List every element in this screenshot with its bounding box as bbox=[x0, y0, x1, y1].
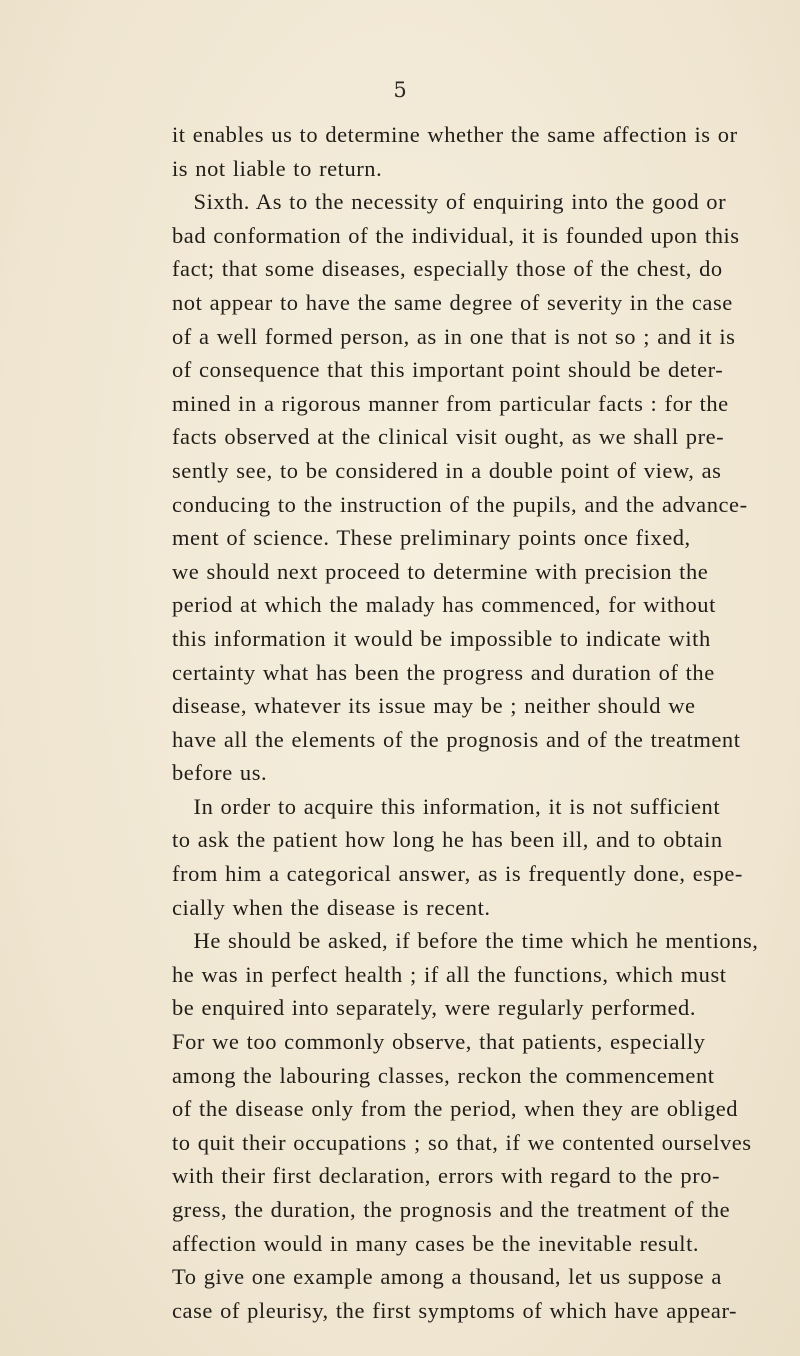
text-line: not appear to have the same degree of severity in the case bbox=[172, 289, 733, 315]
text-line: Sixth. As to the necessity of enquiring into the good or bbox=[172, 189, 727, 215]
text-line: to ask the patient how long he has been ill, and to obtain bbox=[172, 827, 723, 853]
text-line: among the labouring classes, reckon the commencement bbox=[172, 1062, 715, 1088]
text-line: To give one example among a thousand, let us suppose a bbox=[172, 1264, 722, 1290]
text-line: cially when the disease is recent. bbox=[172, 894, 491, 920]
text-line: we should next proceed to determine with precision the bbox=[172, 558, 709, 584]
text-line: of a well formed person, as in one that is not so ; and it is bbox=[172, 323, 736, 349]
text-line: period at which the malady has commenced, for without bbox=[172, 592, 716, 618]
text-line: case of pleurisy, the first symptoms of which have appear- bbox=[172, 1297, 738, 1323]
text-line: gress, the duration, the prognosis and the treatment of the bbox=[172, 1197, 731, 1222]
text-line: affection would in many cases be the inevitable result. bbox=[172, 1230, 700, 1256]
text-line: of the disease only from the period, when they are obliged bbox=[172, 1096, 739, 1122]
text-line: of consequence that this important point should be deter- bbox=[172, 357, 724, 383]
text-line: facts observed at the clinical visit ought, as we shall pre- bbox=[172, 424, 725, 450]
text-line: have all the elements of the prognosis and of the treatment bbox=[172, 726, 741, 752]
text-line: before us. bbox=[172, 760, 268, 786]
text-line: conducing to the instruction of the pupils, and the advance- bbox=[172, 491, 748, 517]
text-line: For we too commonly observe, that patients, especially bbox=[172, 1029, 706, 1055]
text-line: it enables us to determine whether the same affection is or bbox=[172, 122, 738, 147]
text-line: is not liable to return. bbox=[172, 155, 383, 181]
text-line: from him a categorical answer, as is frequently done, espe- bbox=[172, 861, 743, 887]
text-line: he was in perfect health ; if all the functions, which must bbox=[172, 961, 727, 987]
text-line: mined in a rigorous manner from particular facts : for the bbox=[172, 390, 729, 416]
text-line: ment of science. These preliminary points once fixed, bbox=[172, 525, 691, 551]
text-line: He should be asked, if before the time which he mentions, bbox=[172, 928, 759, 954]
text-line: disease, whatever its issue may be ; neither should we bbox=[172, 693, 696, 719]
page-number: 5 bbox=[393, 78, 407, 102]
body-text bbox=[172, 118, 764, 1327]
text-line: certainty what has been the progress and duration of the bbox=[172, 659, 715, 685]
text-line: sently see, to be considered in a double point of view, as bbox=[172, 457, 722, 483]
text-line: fact; that some diseases, especially those of the chest, do bbox=[172, 256, 723, 282]
text-line: be enquired into separately, were regularly performed. bbox=[172, 995, 697, 1021]
text-line: this information it would be impossible to indicate with bbox=[172, 625, 711, 651]
text-line: with their first declaration, errors with regard to the pro- bbox=[172, 1163, 721, 1189]
text-line: to quit their occupations ; so that, if we contented ourselves bbox=[172, 1129, 752, 1155]
text-line: In order to acquire this information, it is not sufficient bbox=[172, 793, 721, 819]
text-line: bad conformation of the individual, it is founded upon this bbox=[172, 222, 740, 248]
